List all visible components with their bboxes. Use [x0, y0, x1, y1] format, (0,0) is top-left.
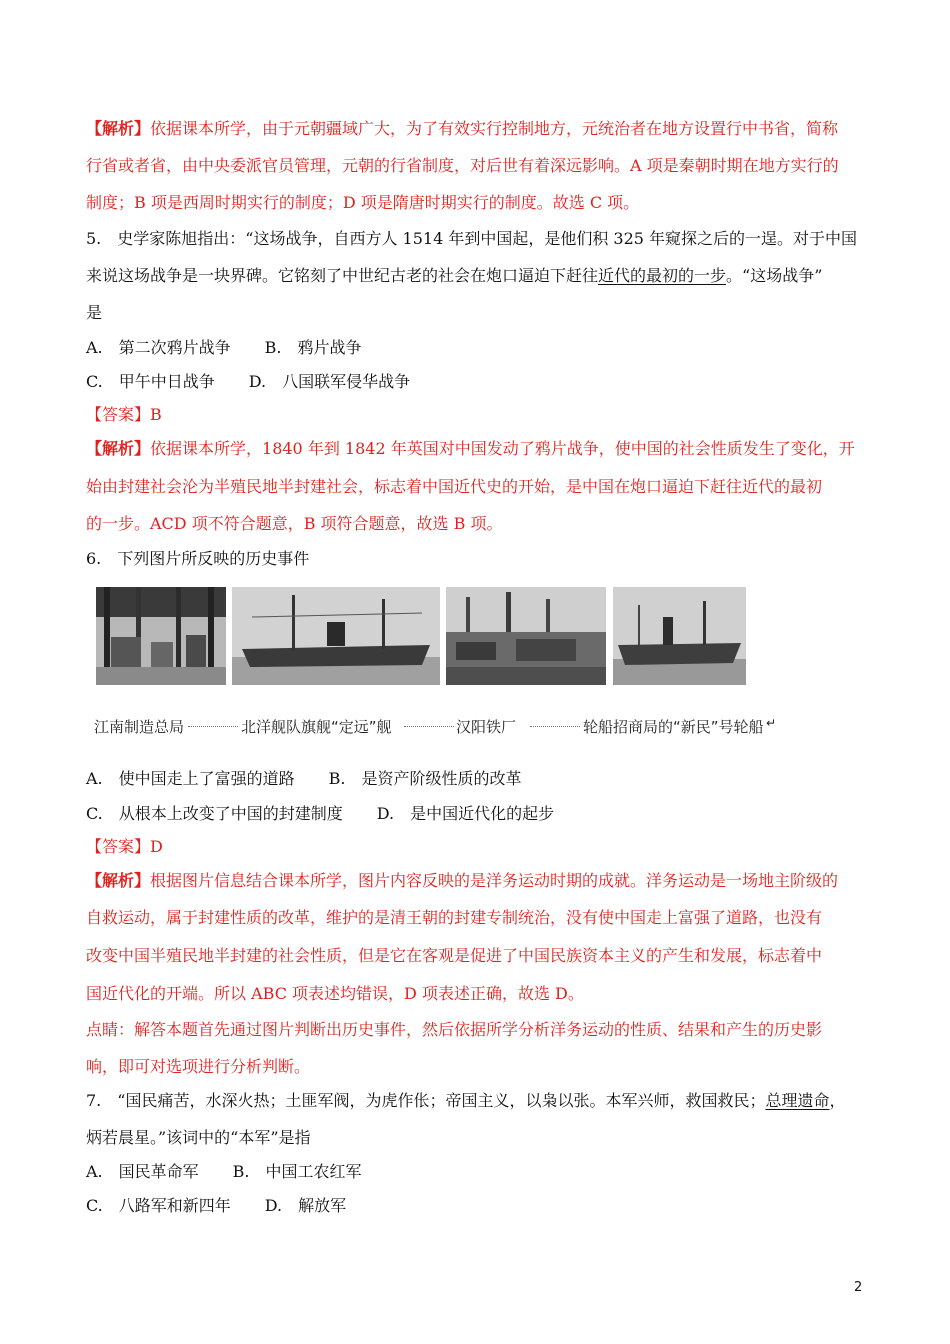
- dotted-separator: [530, 726, 580, 727]
- analysis-line: 自救运动，属于封建性质的改革，维护的是清王朝的封建专制统治，没有使中国走上富强了道路，也没有: [86, 908, 823, 927]
- dotted-separator: [404, 726, 454, 727]
- option-d: D. 八国联军侵华战争: [248, 372, 411, 391]
- option-a: A. 国民革命军: [86, 1162, 199, 1181]
- options-row: [86, 1195, 346, 1217]
- analysis-label: 【解析】: [86, 439, 151, 458]
- analysis-line: 制度；B 项是西周时期实行的制度；D 项是隋唐时期实行的制度。故选 C 项。: [86, 193, 640, 212]
- stem-text: 。“这场战争”: [726, 266, 823, 285]
- photo-jiangnan-arsenal: [96, 587, 226, 685]
- options-row: [86, 768, 522, 790]
- stem-text: 来说这场战争是一块界碑。它铭刻了中世纪古老的社会在炮口逼迫下赶往: [86, 266, 599, 285]
- option-d: D. 是中国近代化的起步: [376, 804, 555, 823]
- tip-line: 响，即可对选项进行分析判断。: [86, 1057, 311, 1076]
- photo-captions: [94, 714, 784, 740]
- analysis-line: [86, 438, 855, 460]
- photo-dingyuan-battleship: [232, 587, 440, 685]
- question-5-stem: [86, 265, 822, 287]
- caption-xinmin: 轮船招商局的“新民”号轮船: [583, 718, 764, 736]
- answer-line: [86, 404, 162, 426]
- question-7-stem: 炳若晨星。”该词中的“本军”是指: [86, 1128, 311, 1147]
- underlined-phrase: 近代的最初的一步: [598, 266, 727, 285]
- option-a: A. 第二次鸦片战争: [86, 338, 231, 357]
- question-5-stem: 5. 史学家陈旭指出：“这场战争，自西方人 1514 年到中国起，是他们积 325 年窥探之后的一逞。对于中国: [86, 229, 858, 248]
- analysis-line: 行省或者省，由中央委派官员管理，元朝的行省制度，对后世有着深远影响。A 项是秦朝时期在地方实行的: [86, 156, 839, 175]
- options-row: [86, 337, 362, 359]
- option-c: C. 甲午中日战争: [86, 372, 215, 391]
- caption-hanyang: 汉阳铁厂: [456, 718, 517, 736]
- analysis-text: 依据课本所学，1840 年到 1842 年英国对中国发动了鸦片战争，使中国的社会性质发生了变化，开: [150, 439, 855, 458]
- option-c: C. 从根本上改变了中国的封建制度: [86, 804, 343, 823]
- option-c: C. 八路军和新四年: [86, 1196, 231, 1215]
- stem-text: 7. “国民痛苦，水深火热；土匪军阀，为虎作伥；帝国主义，以枭以张。本军兴师，救国救民；: [86, 1091, 766, 1110]
- caption-jiangnan: 江南制造总局: [94, 718, 185, 736]
- option-b: B. 鸦片战争: [264, 338, 362, 357]
- analysis-label: 【解析】: [86, 119, 151, 138]
- caption-dingyuan: 北洋舰队旗舰“定远”舰: [241, 718, 392, 736]
- answer-label: 【答案】: [86, 837, 151, 856]
- answer-value: B: [150, 405, 162, 424]
- analysis-line: 始由封建社会沦为半殖民地半封建社会，标志着中国近代史的开始，是中国在炮口逼迫下赶往近代的最初: [86, 477, 823, 496]
- analysis-text: 依据课本所学，由于元朝疆域广大，为了有效实行控制地方，元统治者在地方设置行中书省，简称: [150, 119, 839, 138]
- analysis-label: 【解析】: [86, 871, 151, 890]
- return-mark-icon: ↵: [766, 716, 777, 730]
- option-a: A. 使中国走上了富强的道路: [86, 769, 295, 788]
- answer-value: D: [150, 837, 163, 856]
- question-6-stem: 6. 下列图片所反映的历史事件: [86, 549, 310, 568]
- underlined-phrase: 总理遗命: [765, 1091, 830, 1110]
- question-5-stem: 是: [86, 303, 103, 322]
- options-row: [86, 371, 410, 393]
- analysis-line: 国近代化的开端。所以 ABC 项表述均错误，D 项表述正确，故选 D。: [86, 984, 584, 1003]
- answer-label: 【答案】: [86, 405, 151, 424]
- analysis-text: 根据图片信息结合课本所学，图片内容反映的是洋务运动时期的成就。洋务运动是一场地主阶级的: [150, 871, 839, 890]
- options-row: [86, 1161, 362, 1183]
- page-number: 2: [854, 1280, 863, 1295]
- question-7-stem: [86, 1090, 845, 1112]
- answer-line: [86, 836, 163, 858]
- option-b: B. 是资产阶级性质的改革: [328, 769, 522, 788]
- photo-hanyang-ironworks: [446, 587, 606, 685]
- dotted-separator: [188, 726, 238, 727]
- analysis-line: 的一步。ACD 项不符合题意，B 项符合题意，故选 B 项。: [86, 514, 503, 533]
- photo-xinmin-steamship: [613, 587, 746, 685]
- options-row: [86, 803, 554, 825]
- analysis-line: [86, 118, 838, 140]
- stem-text: ，: [829, 1091, 846, 1110]
- analysis-line: [86, 870, 838, 892]
- option-b: B. 中国工农红军: [232, 1162, 362, 1181]
- tip-line: 点睛：解答本题首先通过图片判断出历史事件，然后依据所学分析洋务运动的性质、结果和产生的历史影: [86, 1020, 823, 1039]
- analysis-line: 改变中国半殖民地半封建的社会性质，但是它在客观是促进了中国民族资本主义的产生和发展，标志着中: [86, 946, 823, 965]
- option-d: D. 解放军: [264, 1196, 347, 1215]
